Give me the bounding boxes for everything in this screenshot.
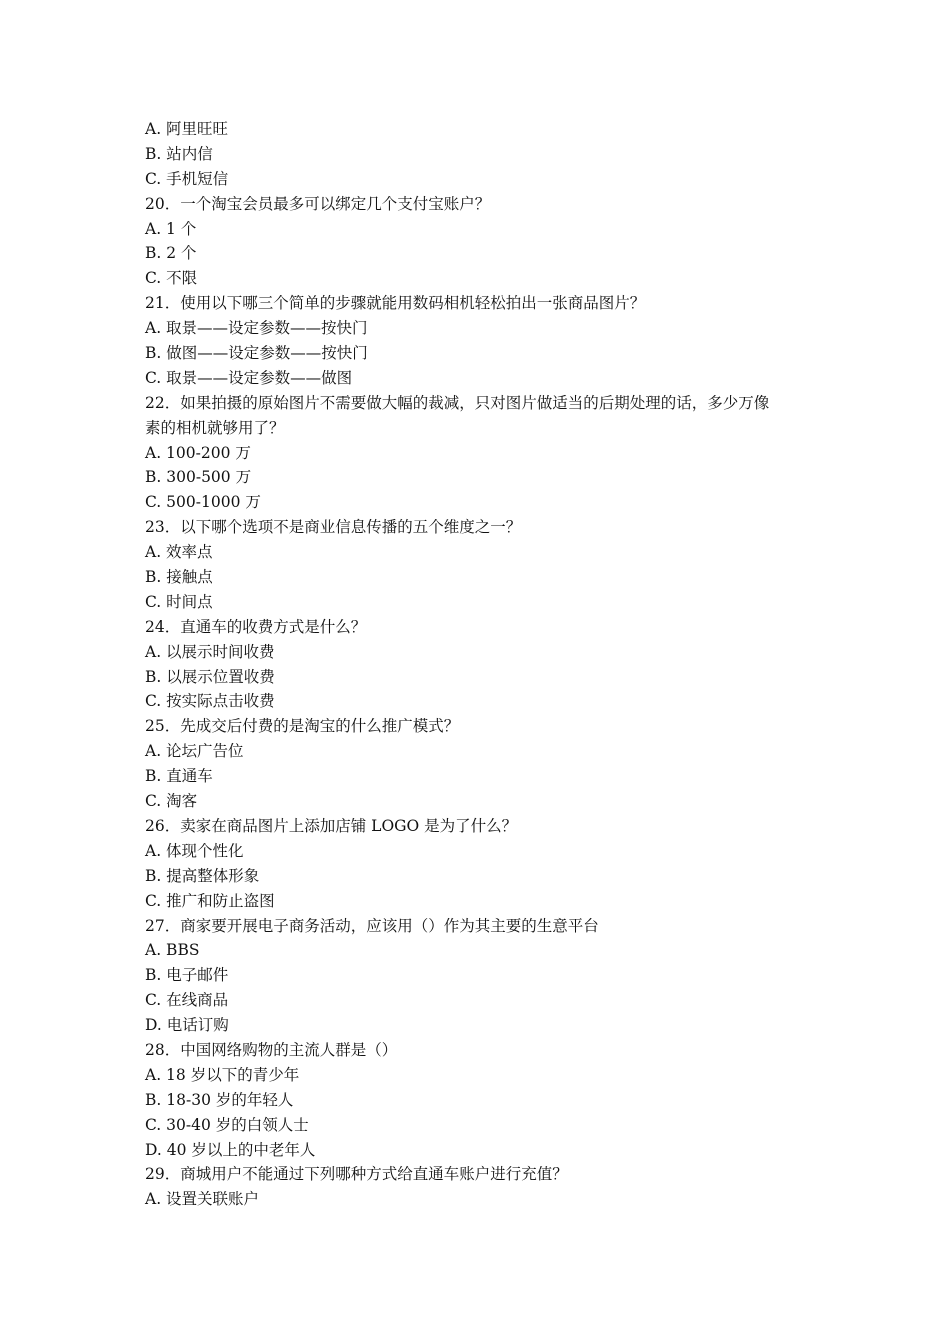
document-page [145,117,825,1212]
question-23: 23．以下哪个选项不是商业信息传播的五个维度之一？ [145,518,522,537]
q28-option-b: B. 18-30 岁的年轻人 [145,1090,294,1109]
q22-option-c: C. 500-1000 万 [145,493,261,512]
q26-option-c: C. 推广和防止盗图 [145,891,275,910]
q23-option-a: A. 效率点 [145,543,213,562]
q25-option-b: B. 直通车 [145,767,213,786]
q22-option-b: B. 300-500 万 [145,468,252,487]
q29-option-a: A. 设置关联账户 [145,1190,260,1209]
q25-option-a: A. 论坛广告位 [145,742,244,761]
q23-option-c: C. 时间点 [145,592,213,611]
question-27: 27．商家要开展电子商务活动，应该用（）作为其主要的生意平台 [145,916,599,935]
q28-option-d: D. 40 岁以上的中老年人 [145,1140,316,1159]
question-22-line-1: 22．如果拍摄的原始图片不需要做大幅的裁减，只对图片做适当的后期处理的话，多少万像 [145,393,770,412]
q21-option-c: C. 取景——设定参数——做图 [145,368,353,387]
q20-option-c: C. 不限 [145,269,198,288]
q27-option-b: B. 电子邮件 [145,966,229,985]
q27-option-d: D. 电话订购 [145,1016,229,1035]
q26-option-b: B. 提高整体形象 [145,866,260,885]
q20-option-b: B. 2 个 [145,244,197,263]
q24-option-a: A. 以展示时间收费 [145,642,275,661]
q28-option-a: A. 18 岁以下的青少年 [145,1065,300,1084]
question-22-line-2: 素的相机就够用了？ [145,418,285,437]
q27-option-c: C. 在线商品 [145,991,229,1010]
option-b-site-message: B. 站内信 [145,144,213,163]
q24-option-b: B. 以展示位置收费 [145,667,275,686]
q21-option-b: B. 做图——设定参数——按快门 [145,344,368,363]
question-25: 25．先成交后付费的是淘宝的什么推广模式？ [145,717,460,736]
q24-option-c: C. 按实际点击收费 [145,692,275,711]
question-28: 28．中国网络购物的主流人群是（） [145,1040,398,1059]
q27-option-a: A. BBS [145,941,200,960]
question-29: 29．商城用户不能通过下列哪种方式给直通车账户进行充值？ [145,1165,568,1184]
q26-option-a: A. 体现个性化 [145,841,244,860]
q23-option-b: B. 接触点 [145,568,213,587]
question-21: 21．使用以下哪三个简单的步骤就能用数码相机轻松拍出一张商品图片？ [145,294,646,313]
question-20: 20．一个淘宝会员最多可以绑定几个支付宝账户？ [145,194,491,213]
question-26: 26．卖家在商品图片上添加店铺 LOGO 是为了什么？ [145,816,518,835]
question-24: 24．直通车的收费方式是什么？ [145,617,367,636]
q20-option-a: A. 1 个 [145,219,197,238]
q25-option-c: C. 淘客 [145,792,198,811]
option-a-aliwangwang: A. 阿里旺旺 [145,120,229,138]
q21-option-a: A. 取景——设定参数——按快门 [145,319,368,338]
q22-option-a: A. 100-200 万 [145,443,251,462]
q28-option-c: C. 30-40 岁的白领人士 [145,1115,309,1134]
option-c-sms: C. 手机短信 [145,169,229,188]
